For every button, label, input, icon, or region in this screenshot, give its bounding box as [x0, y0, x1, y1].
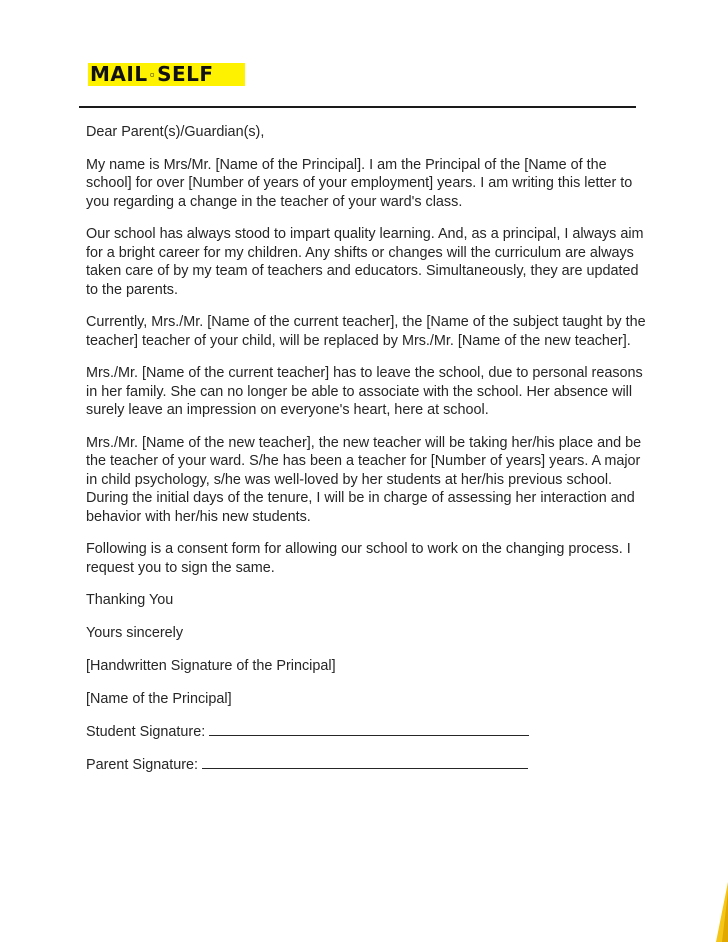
paragraph-school-mission: Our school has always stood to impart quality learning. And, as a principal, I always aim for a bright career for my children. Any shifts or changes will the curriculum are always taken care of by my team of teachers and educators. Simultaneously, they are updated to the parents.	[86, 226, 644, 298]
parent-signature-row	[86, 756, 646, 775]
letter-body	[86, 123, 646, 789]
student-signature-line[interactable]	[209, 723, 529, 736]
parent-signature-line[interactable]	[202, 756, 528, 769]
mailself-logo	[88, 63, 245, 86]
paragraph-new-teacher: Mrs./Mr. [Name of the new teacher], the new teacher will be taking her/his place and be the teacher of your ward. S/he has been a teacher for [Number of years] years. A major in child psychology, s/he was well-loved by her students at her/his previous school. During the initial days of the tenure, I will be in charge of assessing her interaction and behavior with her/his new students.	[86, 434, 642, 525]
header-divider	[79, 106, 636, 108]
salutation: Dear Parent(s)/Guardian(s),	[86, 124, 265, 140]
student-signature-label: Student Signature:	[86, 724, 206, 740]
paragraph-intro: My name is Mrs/Mr. [Name of the Principal]. I am the Principal of the [Name of the school] for over [Number of years of your employment] years. I am writing this letter to you regarding a change in the teacher of your ward's class.	[86, 156, 633, 210]
closing-sincerely: Yours sincerely	[86, 625, 184, 641]
logo-text	[88, 63, 214, 87]
logo-text-right: SELF	[157, 61, 214, 86]
logo-separator-icon: ◦	[148, 68, 157, 82]
principal-signature-placeholder: [Handwritten Signature of the Principal]	[86, 658, 336, 674]
parent-signature-label: Parent Signature:	[86, 757, 198, 773]
paragraph-replacement: Currently, Mrs./Mr. [Name of the current teacher], the [Name of the subject taught by the teacher] teacher of your child, will be replaced by Mrs./Mr. [Name of the new teacher].	[86, 314, 646, 349]
corner-accent-decoration	[714, 882, 728, 942]
student-signature-row	[86, 723, 646, 742]
paragraph-consent: Following is a consent form for allowing our school to work on the changing process. I request you to sign the same.	[86, 541, 631, 576]
principal-name-placeholder: [Name of the Principal]	[86, 691, 232, 707]
closing-thanks: Thanking You	[86, 592, 174, 608]
logo-text-left: MAIL	[90, 61, 148, 86]
paragraph-departure: Mrs./Mr. [Name of the current teacher] has to leave the school, due to personal reasons in her family. She can no longer be able to associate with the school. Her absence will surely leave an impression on everyone's heart, here at school.	[86, 365, 643, 418]
